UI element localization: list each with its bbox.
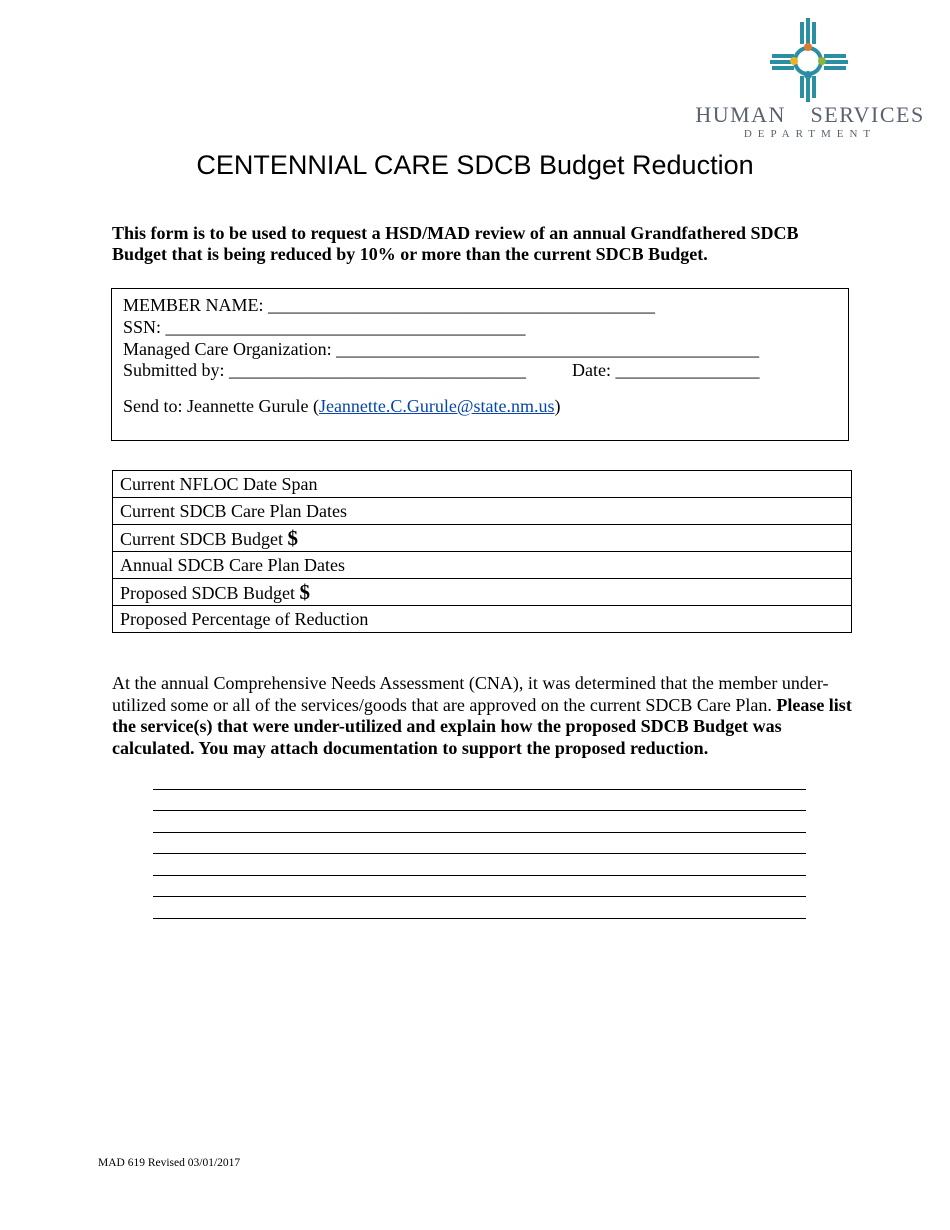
writing-line[interactable] bbox=[153, 854, 806, 876]
dollar-sign: $ bbox=[287, 525, 299, 550]
mco-field[interactable]: Managed Care Organization: _______________________________________________ bbox=[123, 339, 760, 359]
email-link[interactable]: Jeannette.C.Gurule@state.nm.us bbox=[318, 396, 555, 416]
annual-care-plan-dates-cell[interactable]: Annual SDCB Care Plan Dates bbox=[113, 552, 852, 579]
budget-table bbox=[112, 470, 852, 633]
proposed-budget-cell[interactable] bbox=[113, 579, 852, 606]
zia-sun-icon bbox=[770, 18, 850, 102]
form-revision-footer: MAD 619 Revised 03/01/2017 bbox=[98, 1157, 241, 1169]
writing-line[interactable] bbox=[153, 876, 806, 898]
table-row bbox=[113, 552, 852, 579]
current-budget-label: Current SDCB Budget bbox=[120, 528, 288, 549]
explanation-lines[interactable] bbox=[153, 768, 806, 919]
intro-text: This form is to be used to request a HSD/MAD review of an annual Grandfathered SDCB Budget that is being reduced by 10% or more than the current SDCB Budget. bbox=[112, 223, 799, 264]
instructions-paragraph bbox=[112, 673, 862, 759]
reduction-percentage-cell[interactable]: Proposed Percentage of Reduction bbox=[113, 606, 852, 633]
member-name-field[interactable]: MEMBER NAME: ___________________________________________ bbox=[123, 295, 656, 315]
dollar-sign: $ bbox=[299, 579, 311, 604]
page-title: CENTENNIAL CARE SDCB Budget Reduction bbox=[196, 150, 754, 180]
nfloc-date-span-cell[interactable]: Current NFLOC Date Span bbox=[113, 471, 852, 498]
submitted-by-field[interactable]: Submitted by: _________________________________ bbox=[123, 360, 527, 380]
writing-line[interactable] bbox=[153, 897, 806, 919]
writing-line[interactable] bbox=[153, 833, 806, 855]
table-row bbox=[113, 525, 852, 552]
writing-line[interactable] bbox=[153, 811, 806, 833]
logo-subtitle: DEPARTMENT bbox=[743, 128, 877, 140]
send-to-line bbox=[123, 396, 560, 417]
current-budget-cell[interactable] bbox=[113, 525, 852, 552]
ssn-field[interactable]: SSN: ________________________________________ bbox=[123, 317, 526, 337]
date-field[interactable]: Date: ________________ bbox=[572, 360, 760, 380]
member-info-box bbox=[111, 288, 849, 441]
instructions-normal: At the annual Comprehensive Needs Assessment (CNA), it was determined that the member under-utilized some or all of the services/goods that are approved on the current SDCB Care Plan. bbox=[112, 673, 829, 715]
writing-line[interactable] bbox=[153, 768, 806, 790]
logo-wordmark: HUMAN ⠀SERVICES bbox=[695, 102, 925, 127]
current-care-plan-dates-cell[interactable]: Current SDCB Care Plan Dates bbox=[113, 498, 852, 525]
writing-line[interactable] bbox=[153, 790, 806, 812]
send-to-prefix: Send to: Jeannette Gurule ( bbox=[123, 396, 319, 416]
instructions-bold: Please list the service(s) that were under-utilized and explain how the proposed SDCB Budget was calculated. You may attach documentation to support the proposed reduction. bbox=[112, 694, 852, 758]
table-row bbox=[113, 471, 852, 498]
hsd-logo bbox=[695, 18, 925, 140]
send-to-suffix: ) bbox=[554, 396, 561, 416]
table-row bbox=[113, 579, 852, 606]
proposed-budget-label: Proposed SDCB Budget bbox=[120, 582, 300, 603]
table-row bbox=[113, 606, 852, 633]
table-row bbox=[113, 498, 852, 525]
